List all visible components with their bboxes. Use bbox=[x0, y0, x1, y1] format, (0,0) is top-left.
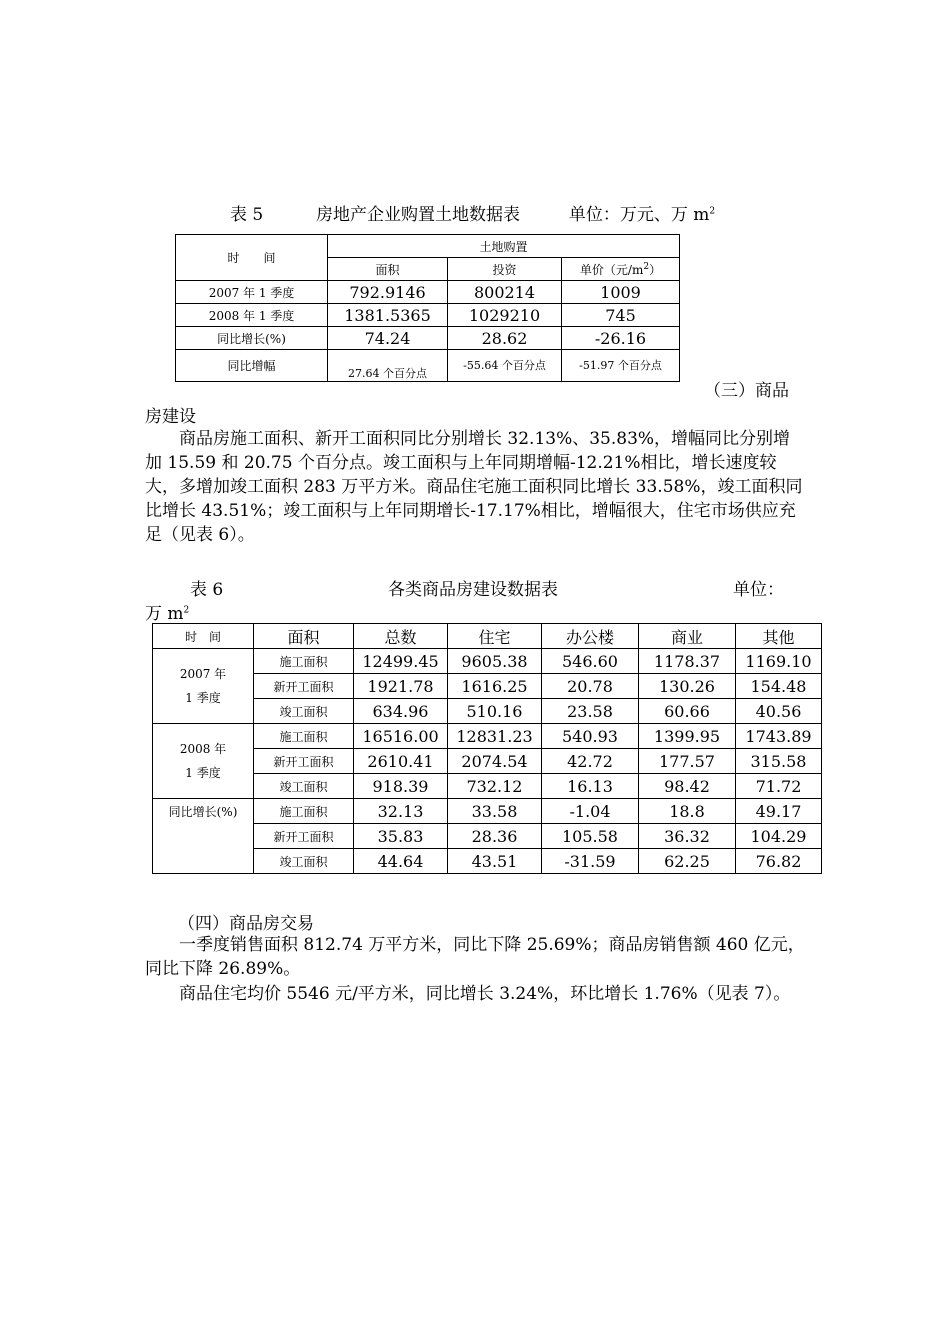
cell: 1616.25 bbox=[448, 674, 542, 699]
cell: 732.12 bbox=[448, 774, 542, 799]
row-type: 新开工面积 bbox=[254, 824, 354, 849]
cell: 540.93 bbox=[542, 724, 639, 749]
section3-heading-b: 房建设 bbox=[145, 407, 196, 427]
table-row bbox=[176, 350, 680, 382]
table6-caption-title: 各类商品房建设数据表 bbox=[388, 580, 558, 600]
cell: -31.59 bbox=[542, 849, 639, 874]
header-other: 其他 bbox=[736, 624, 822, 649]
group-label-line1: 2008 年 bbox=[179, 742, 227, 756]
table5-col-price-sup: 2 bbox=[643, 261, 650, 272]
table-row bbox=[153, 799, 822, 824]
table6-unit2-sup: 2 bbox=[183, 605, 190, 616]
group-label-line2: 1 季度 bbox=[185, 691, 221, 705]
section4-paragraph-2: 商品住宅均价 5546 元/平方米，同比增长 3.24%，环比增长 1.76%（见表 7）。 bbox=[179, 984, 791, 1004]
cell: 20.78 bbox=[542, 674, 639, 699]
table6-caption-num: 表 6 bbox=[190, 580, 224, 600]
group-label-yoy bbox=[153, 799, 254, 874]
table-row bbox=[153, 724, 822, 749]
cell-price: -51.97 个百分点 bbox=[562, 350, 680, 382]
row-type: 新开工面积 bbox=[254, 674, 354, 699]
row-type: 竣工面积 bbox=[254, 699, 354, 724]
row-label: 2007 年 1 季度 bbox=[176, 281, 328, 304]
cell: 12831.23 bbox=[448, 724, 542, 749]
cell: 43.51 bbox=[448, 849, 542, 874]
table-row bbox=[176, 327, 680, 350]
cell: 42.72 bbox=[542, 749, 639, 774]
cell: 60.66 bbox=[639, 699, 736, 724]
table5-col-price-end: ） bbox=[649, 262, 662, 277]
cell: 18.8 bbox=[639, 799, 736, 824]
cell: 1169.10 bbox=[736, 649, 822, 674]
cell-area: 27.64 个百分点 bbox=[328, 350, 448, 382]
cell: 16.13 bbox=[542, 774, 639, 799]
section3-paragraph: 商品房施工面积、新开工面积同比分别增长 32.13%、35.83%，增幅同比分别增加 15.59 和 20.75 个百分点。竣工面积与上年同期增幅-12.21%相比，增长速度较大，多增加竣工面积 283 万平方米。商品住宅施工面积同比增长 33.58%，竣工面积同比增长 43.51%；竣工面积与上年同期增长-17.17%相比，增幅很大，住宅市场供应充足（见表 6）。 bbox=[145, 429, 803, 545]
cell-area: 74.24 bbox=[328, 327, 448, 350]
row-type: 新开工面积 bbox=[254, 749, 354, 774]
cell: 40.56 bbox=[736, 699, 822, 724]
table-row bbox=[153, 699, 822, 724]
cell: 1743.89 bbox=[736, 724, 822, 749]
table5-unit-sup: 2 bbox=[709, 206, 716, 217]
table5 bbox=[175, 234, 680, 382]
table-row bbox=[153, 849, 822, 874]
header-residential: 住宅 bbox=[448, 624, 542, 649]
group-label-2007 bbox=[153, 649, 254, 724]
table-row bbox=[153, 824, 822, 849]
cell-invest: 800214 bbox=[448, 281, 562, 304]
cell: 105.58 bbox=[542, 824, 639, 849]
cell: 33.58 bbox=[448, 799, 542, 824]
cell: -1.04 bbox=[542, 799, 639, 824]
table5-caption bbox=[230, 200, 715, 225]
header-total: 总数 bbox=[354, 624, 448, 649]
row-label: 同比增长(%) bbox=[176, 327, 328, 350]
cell: 71.72 bbox=[736, 774, 822, 799]
cell: 130.26 bbox=[639, 674, 736, 699]
cell: 12499.45 bbox=[354, 649, 448, 674]
section3-heading-a: （三）商品 bbox=[704, 381, 789, 401]
cell: 2610.41 bbox=[354, 749, 448, 774]
table5-caption-num: 表 5 bbox=[230, 205, 264, 225]
row-type: 施工面积 bbox=[254, 724, 354, 749]
cell: 634.96 bbox=[354, 699, 448, 724]
header-time: 时 间 bbox=[153, 624, 254, 649]
cell: 36.32 bbox=[639, 824, 736, 849]
cell: 35.83 bbox=[354, 824, 448, 849]
cell-price: 745 bbox=[562, 304, 680, 327]
cell-price: -26.16 bbox=[562, 327, 680, 350]
header-area: 面积 bbox=[254, 624, 354, 649]
table5-col-price-text: 单价（元/m bbox=[579, 262, 644, 277]
table6-caption-unit2 bbox=[145, 599, 189, 624]
cell: 44.64 bbox=[354, 849, 448, 874]
row-label: 2008 年 1 季度 bbox=[176, 304, 328, 327]
cell: 315.58 bbox=[736, 749, 822, 774]
table6 bbox=[152, 623, 822, 874]
row-label: 同比增幅 bbox=[176, 350, 328, 382]
cell: 62.25 bbox=[639, 849, 736, 874]
cell: 1178.37 bbox=[639, 649, 736, 674]
table5-caption-unit: 单位：万元、万 m bbox=[568, 205, 710, 225]
cell: 32.13 bbox=[354, 799, 448, 824]
cell-area: 792.9146 bbox=[328, 281, 448, 304]
group-label-line1: 同比增长(%) bbox=[168, 805, 238, 819]
cell: 1399.95 bbox=[639, 724, 736, 749]
table5-header-group: 土地购置 bbox=[328, 235, 680, 258]
table-row bbox=[176, 281, 680, 304]
cell: 76.82 bbox=[736, 849, 822, 874]
table5-col-price bbox=[562, 258, 680, 281]
cell-invest: 28.62 bbox=[448, 327, 562, 350]
cell-invest: 1029210 bbox=[448, 304, 562, 327]
group-label-2008 bbox=[153, 724, 254, 799]
table5-col-invest: 投资 bbox=[448, 258, 562, 281]
cell-price: 1009 bbox=[562, 281, 680, 304]
section4-heading: （四）商品房交易 bbox=[178, 914, 314, 934]
table6-unit2-text: 万 m bbox=[145, 604, 184, 624]
table-row bbox=[153, 749, 822, 774]
cell-area: 1381.5365 bbox=[328, 304, 448, 327]
table-row bbox=[153, 774, 822, 799]
cell: 1921.78 bbox=[354, 674, 448, 699]
cell: 510.16 bbox=[448, 699, 542, 724]
group-label-line2: 1 季度 bbox=[185, 766, 221, 780]
table5-col-area: 面积 bbox=[328, 258, 448, 281]
table-row bbox=[176, 304, 680, 327]
header-office: 办公楼 bbox=[542, 624, 639, 649]
cell: 16516.00 bbox=[354, 724, 448, 749]
row-type: 竣工面积 bbox=[254, 849, 354, 874]
table5-header-time: 时 间 bbox=[176, 235, 328, 281]
cell: 28.36 bbox=[448, 824, 542, 849]
cell: 9605.38 bbox=[448, 649, 542, 674]
cell: 2074.54 bbox=[448, 749, 542, 774]
cell: 98.42 bbox=[639, 774, 736, 799]
cell: 154.48 bbox=[736, 674, 822, 699]
table-row bbox=[153, 649, 822, 674]
cell-invest: -55.64 个百分点 bbox=[448, 350, 562, 382]
table6-caption-unit: 单位： bbox=[733, 580, 784, 600]
cell: 918.39 bbox=[354, 774, 448, 799]
row-type: 施工面积 bbox=[254, 799, 354, 824]
header-commercial: 商业 bbox=[639, 624, 736, 649]
cell: 104.29 bbox=[736, 824, 822, 849]
section4-paragraph-1: 一季度销售面积 812.74 万平方米，同比下降 25.69%；商品房销售额 460 亿元，同比下降 26.89%。 bbox=[145, 935, 805, 979]
cell: 49.17 bbox=[736, 799, 822, 824]
table6-header-row bbox=[153, 624, 822, 649]
cell: 546.60 bbox=[542, 649, 639, 674]
row-type: 施工面积 bbox=[254, 649, 354, 674]
group-label-line1: 2007 年 bbox=[179, 667, 227, 681]
cell: 23.58 bbox=[542, 699, 639, 724]
table5-caption-title: 房地产企业购置土地数据表 bbox=[316, 205, 521, 225]
cell: 177.57 bbox=[639, 749, 736, 774]
row-type: 竣工面积 bbox=[254, 774, 354, 799]
table-row bbox=[153, 674, 822, 699]
